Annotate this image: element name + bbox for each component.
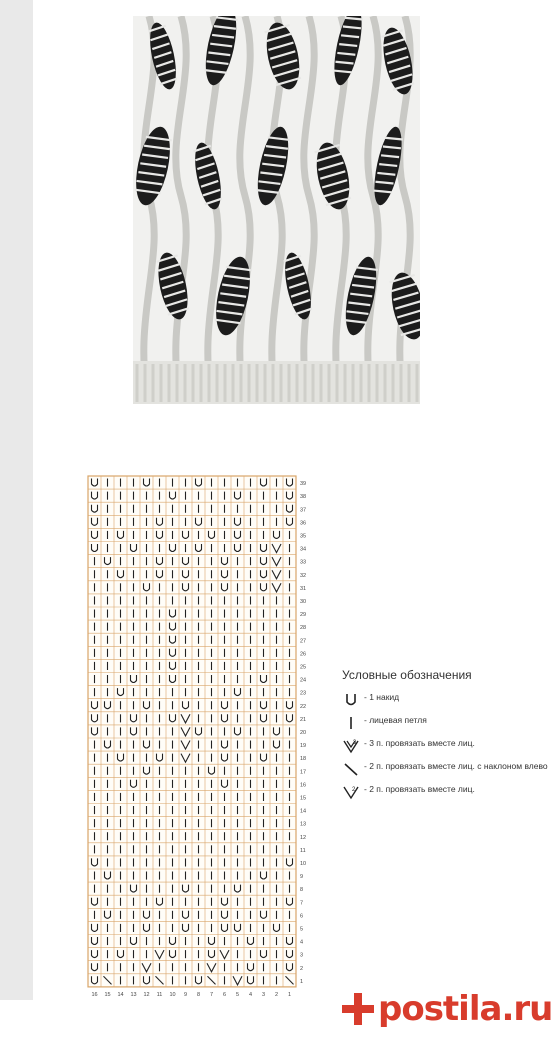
row-label: 15	[300, 795, 307, 802]
row-label: 30	[300, 598, 307, 605]
legend-item-k2tog	[342, 784, 552, 800]
column-label: 3	[261, 991, 266, 998]
column-label: 11	[156, 991, 163, 998]
knitting-chart	[80, 472, 312, 1006]
legend	[342, 668, 552, 807]
row-label: 4	[300, 939, 304, 946]
svg-text:2: 2	[352, 787, 356, 793]
row-label: 29	[300, 612, 307, 619]
legend-item-k2tog-left	[342, 761, 552, 777]
row-label: 31	[300, 585, 307, 592]
column-label: 2	[274, 991, 279, 998]
postila-logo-icon	[342, 993, 374, 1025]
row-label: 28	[300, 625, 307, 632]
legend-item-yarn-over	[342, 692, 552, 708]
column-label: 16	[91, 991, 98, 998]
row-label: 20	[300, 729, 307, 736]
knitted-sample-photo	[133, 16, 420, 404]
row-label: 18	[300, 756, 307, 763]
row-label: 19	[300, 743, 307, 750]
row-label: 33	[300, 559, 307, 566]
row-label: 5	[300, 926, 304, 933]
row-label: 14	[300, 808, 307, 815]
row-label: 32	[300, 572, 307, 579]
row-label: 36	[300, 520, 307, 527]
row-label: 38	[300, 494, 307, 501]
row-label: 2	[300, 965, 304, 972]
row-label: 39	[300, 481, 307, 488]
column-label: 4	[248, 991, 253, 998]
legend-item-knit	[342, 715, 552, 731]
column-label: 12	[143, 991, 150, 998]
column-label: 5	[235, 991, 240, 998]
k3tog-icon	[342, 738, 360, 754]
legend-text: - 1 накид	[364, 692, 400, 702]
k2tog-left-icon	[342, 761, 360, 777]
row-label: 7	[300, 900, 304, 907]
row-label: 25	[300, 664, 307, 671]
legend-text: - лицевая петля	[364, 715, 427, 725]
watermark-text: postila.ru	[378, 989, 553, 1029]
row-label: 3	[300, 952, 304, 959]
watermark	[342, 978, 556, 1040]
page-left-margin	[0, 0, 33, 1000]
legend-text: - 3 п. провязать вместе лиц.	[364, 738, 475, 748]
row-label: 22	[300, 703, 307, 710]
row-label: 26	[300, 651, 307, 658]
row-label: 1	[300, 978, 304, 985]
row-label: 23	[300, 690, 307, 697]
column-label: 14	[117, 991, 124, 998]
row-label: 8	[300, 887, 304, 894]
column-label: 9	[183, 991, 188, 998]
row-label: 13	[300, 821, 307, 828]
k2tog-icon	[342, 784, 360, 800]
row-label: 21	[300, 716, 307, 723]
row-label: 16	[300, 782, 307, 789]
column-label: 7	[209, 991, 214, 998]
row-label: 11	[300, 847, 306, 854]
row-label: 10	[300, 860, 307, 867]
legend-text: - 2 п. провязать вместе лиц.	[364, 784, 475, 794]
column-label: 13	[130, 991, 137, 998]
column-label: 10	[169, 991, 176, 998]
yarn-over-icon	[342, 692, 360, 708]
column-label: 8	[196, 991, 201, 998]
column-label: 15	[104, 991, 111, 998]
column-label: 6	[222, 991, 227, 998]
row-label: 35	[300, 533, 307, 540]
legend-item-k3tog	[342, 738, 552, 754]
row-label: 6	[300, 913, 304, 920]
row-label: 34	[300, 546, 307, 553]
row-label: 12	[300, 834, 307, 841]
knit-stitch-icon	[342, 715, 360, 731]
legend-text: - 2 п. провязать вместе лиц. с наклоном влево	[364, 761, 548, 771]
row-label: 24	[300, 677, 307, 684]
legend-title: Условные обозначения	[342, 668, 472, 682]
row-label: 17	[300, 769, 307, 776]
row-label: 37	[300, 507, 307, 514]
row-label: 9	[300, 874, 304, 881]
svg-text:3: 3	[353, 740, 357, 746]
row-label: 27	[300, 638, 307, 645]
column-label: 1	[287, 991, 292, 998]
